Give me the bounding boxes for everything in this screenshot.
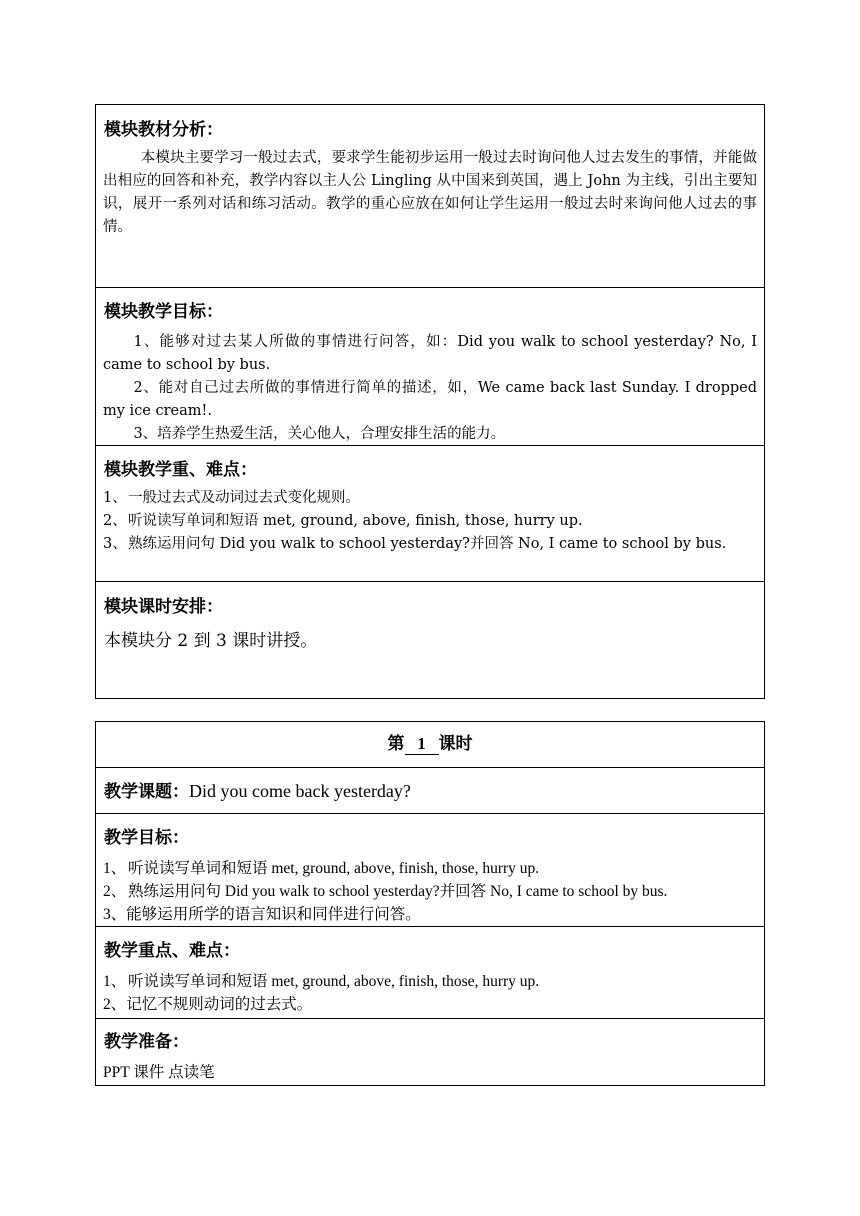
objective-item: 2、 熟练运用问句 Did you walk to school yesterday?并回答 No, I came to school by bus.: [103, 883, 668, 900]
schedule-text: 本模块分 2 到 3 课时讲授。: [104, 631, 318, 651]
analysis-section: [96, 105, 764, 288]
key-point-item: 2、 听说读写单词和短语 met, ground, above, finish, those, hurry up.: [103, 513, 583, 529]
lesson-key-point-item: 1、 听说读写单词和短语 met, ground, above, finish, those, hurry up.: [103, 973, 540, 990]
module-table: [95, 104, 765, 699]
analysis-text: 本模块主要学习一般过去式，要求学生能初步运用一般过去时询问他人过去发生的事情，并能做出相应的回答和补充，教学内容以主人公 Lingling 从中国来到英国，遇上 John 为主线，引出主要知识，展开一系列对话和练习活动。教学的重心应放在如何让学生运用一般过去时来询问他人过去的事情。: [103, 150, 757, 235]
key-points-heading: 模块教学重、难点：: [104, 460, 257, 480]
topic-label: 教学课题：: [104, 782, 189, 802]
objective-item: 1、 听说读写单词和短语 met, ground, above, finish, those, hurry up.: [103, 860, 540, 877]
goal-item-1: 1、能够对过去某人所做的事情进行问答，如：Did you walk to school yesterday? No, I came to school by bus.: [103, 334, 757, 373]
objectives-section: [96, 814, 764, 927]
preparation-heading: 教学准备：: [104, 1032, 189, 1052]
goal-item-3: 3、培养学生热爱生活，关心他人，合理安排生活的能力。: [133, 426, 506, 442]
lesson-table: [95, 721, 765, 1086]
topic-row: [96, 768, 764, 814]
goals-heading: 模块教学目标：: [104, 302, 223, 322]
lesson-key-points-list: [96, 964, 764, 1016]
lesson-number: 1: [405, 734, 439, 755]
lesson-title: 第 1 课时: [387, 734, 473, 754]
preparation-section: [96, 1019, 764, 1085]
goals-section: [96, 288, 764, 446]
lesson-key-point-item: 2、记忆不规则动词的过去式。: [103, 996, 313, 1013]
key-point-item: 3、 熟练运用问句 Did you walk to school yesterday?并回答 No, I came to school by bus.: [103, 536, 727, 552]
key-points-section: [96, 446, 764, 582]
objectives-heading: 教学目标：: [104, 828, 189, 848]
lesson-key-points-section: [96, 927, 764, 1019]
objectives-list: [96, 851, 764, 926]
topic-value: Did you come back yesterday?: [189, 781, 411, 801]
schedule-heading: 模块课时安排：: [104, 597, 223, 617]
analysis-heading: 模块教材分析：: [104, 120, 223, 140]
objective-item: 3、能够运用所学的语言知识和同伴进行问答。: [103, 906, 421, 923]
topic-line: [96, 768, 764, 805]
goal-item-2: 2、能对自己过去所做的事情进行简单的描述，如，We came back last Sunday. I dropped my ice cream!.: [103, 380, 757, 419]
lesson-title-row: [96, 722, 764, 768]
schedule-section: [96, 582, 764, 698]
lesson-key-points-heading: 教学重点、难点：: [104, 941, 240, 961]
key-point-item: 1、 一般过去式及动词过去式变化规则。: [103, 490, 360, 506]
key-points-list: [96, 483, 764, 556]
preparation-text: PPT 课件 点读笔: [103, 1064, 215, 1081]
